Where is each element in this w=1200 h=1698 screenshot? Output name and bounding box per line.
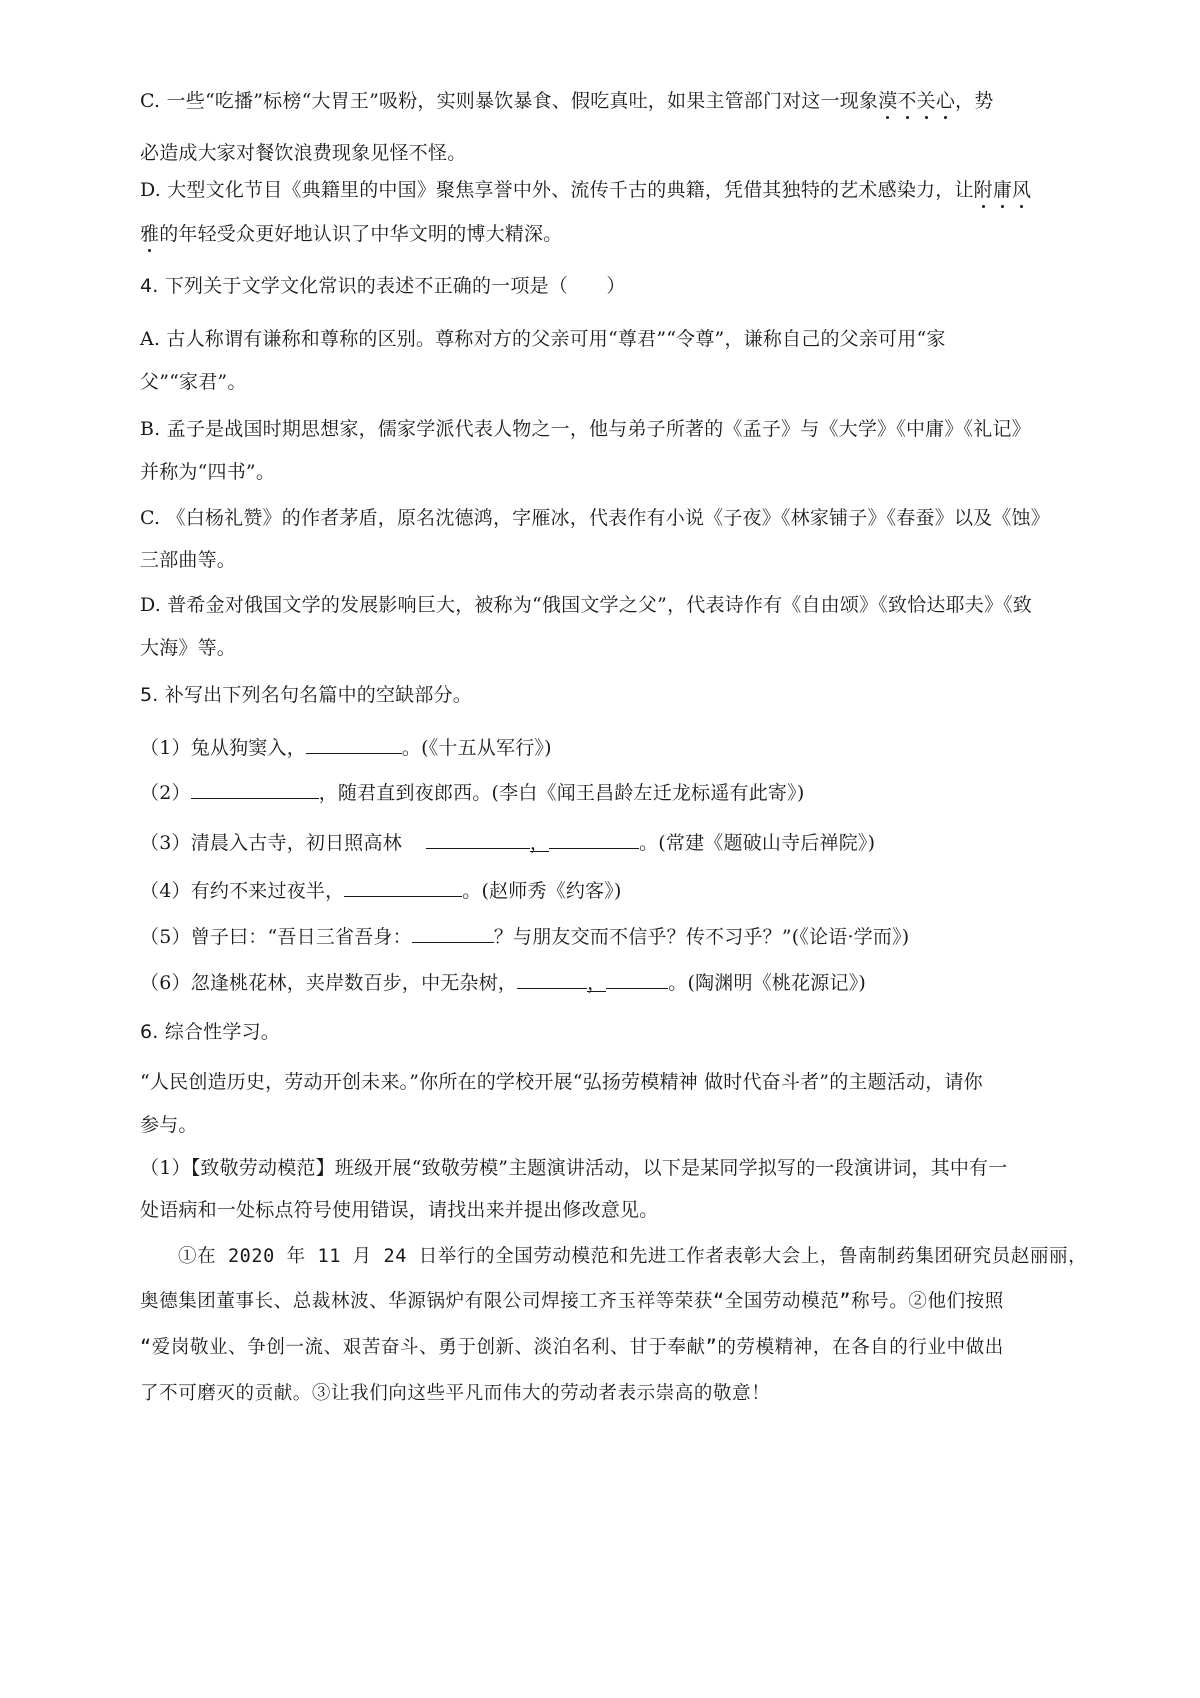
answer-blank[interactable] — [344, 876, 462, 897]
q5-item-text: （3）清晨入古寺，初日照高林 — [140, 832, 402, 854]
q3-option-d-line1 — [140, 178, 1031, 202]
answer-blank[interactable] — [306, 733, 402, 754]
q5-item-source: 。(陶渊明《桃花源记》) — [668, 972, 867, 994]
q6-sub1-line1: （1）【致敬劳动模范】班级开展“致敬劳模”主题演讲活动，以下是某同学拟写的一段演讲词，其中有一 — [140, 1157, 1008, 1179]
speech-passage-line2: 奥德集团董事长、总裁林波、华源锅炉有限公司焊接工齐玉祥等荣获“全国劳动模范”称号。②他们按照 — [140, 1291, 1004, 1312]
emphasis-char: 漠 — [878, 90, 898, 112]
answer-blank[interactable] — [517, 968, 587, 989]
emphasis-char: 心 — [935, 90, 956, 112]
q3-option-c-end: ，势 — [955, 90, 994, 112]
q5-item-source: 。(常建《题破山寺后禅院》) — [639, 832, 876, 854]
emphasis-char: 附 — [973, 179, 993, 201]
q3-option-d-text2: 的年轻受众更好地认识了中华文明的博大精深。 — [159, 223, 563, 245]
q3-option-d-text: D. 大型文化节目《典籍里的中国》聚焦享誉中外、流传千古的典籍，凭借其独特的艺术感染力，让 — [140, 179, 974, 201]
q5-item-4 — [140, 876, 622, 903]
q5-item-source: ，随君直到夜郎西。(李白《闻王昌龄左迁龙标遥有此寄》) — [318, 782, 805, 804]
q4-option-a-line1: A. 古人称谓有谦称和尊称的区别。尊称对方的父亲可用“尊君”“令尊”，谦称自己的父亲可用“家 — [140, 328, 946, 350]
q3-option-c-text: C. 一些“吃播”标榜“大胃王”吸粉，实则暴饮暴食、假吃真吐，如果主管部门对这一现象 — [140, 90, 879, 112]
q4-option-b-line2: 并称为“四书”。 — [140, 461, 276, 483]
q4-option-c-line1: C. 《白杨礼赞》的作者茅盾，原名沈德鸿，字雁冰，代表作有小说《子夜》《林家铺子》《春蚕》以及《蚀》 — [140, 507, 1050, 529]
emphasis-char: 雅 — [140, 223, 160, 245]
q5-item-text: （1）兔从狗窦入， — [140, 737, 306, 759]
q6-sub1-line2: 处语病和一处标点符号使用错误，请找出来并提出修改意见。 — [140, 1199, 659, 1221]
q6-intro-line1: “人民创造历史，劳动开创未来。”你所在的学校开展“弘扬劳模精神 做时代奋斗者”的主题活动，请你 — [140, 1071, 983, 1093]
q5-stem: 5. 补写出下列名句名篇中的空缺部分。 — [140, 684, 472, 706]
q4-option-d-line1: D. 普希金对俄国文学的发展影响巨大，被称为“俄国文学之父”，代表诗作有《自由颂》《致恰达耶夫》《致 — [140, 594, 1033, 616]
speech-passage-line1: ①在 2020 年 11 月 24 日举行的全国劳动模范和先进工作者表彰大会上，鲁南制药集团研究员赵丽丽， — [178, 1246, 1088, 1267]
answer-blank[interactable] — [412, 922, 494, 943]
q5-item-source: ？与朋友交而不信乎？传不习乎？”(《论语·学而》) — [493, 926, 910, 948]
q5-item-text: （4）有约不来过夜半， — [140, 880, 345, 902]
answer-blank[interactable] — [549, 828, 639, 849]
q5-item-6 — [140, 968, 866, 995]
q6-stem: 6. 综合性学习。 — [140, 1021, 280, 1043]
speech-passage-line4: 了不可磨灭的贡献。③让我们向这些平凡而伟大的劳动者表示崇高的敬意！ — [140, 1383, 771, 1404]
q5-item-text: （5）曾子曰：“吾日三省吾身： — [140, 926, 412, 948]
emphasis-char: 关 — [916, 90, 936, 112]
answer-comma: ， — [587, 972, 607, 994]
emphasis-char: 不 — [897, 90, 917, 112]
q4-option-d-line2: 大海》等。 — [140, 637, 237, 659]
emphasis-char: 风 — [1012, 179, 1032, 201]
q5-item-2 — [140, 778, 804, 805]
q4-option-b-line1: B. 孟子是战国时期思想家，儒家学派代表人物之一，他与弟子所著的《孟子》与《大学》《中庸》《礼记》 — [140, 418, 1031, 440]
q4-option-c-line2: 三部曲等。 — [140, 549, 237, 571]
q3-option-c-line2: 必造成大家对餐饮浪费现象见怪不怪。 — [140, 142, 467, 164]
q6-intro-line2: 参与。 — [140, 1114, 198, 1136]
emphasis-char: 庸 — [992, 179, 1013, 201]
q5-item-3 — [140, 828, 875, 855]
q5-item-text: （2） — [140, 782, 191, 804]
q5-item-5 — [140, 922, 909, 949]
q5-item-source: 。(赵师秀《约客》) — [462, 880, 622, 902]
q4-stem: 4. 下列关于文学文化常识的表述不正确的一项是（ ） — [140, 275, 626, 297]
answer-blank[interactable] — [191, 778, 319, 799]
q5-item-text: （6）忽逢桃花林，夹岸数百步，中无杂树， — [140, 972, 518, 994]
q4-option-a-line2: 父”“家君”。 — [140, 371, 247, 393]
q5-item-1 — [140, 733, 552, 760]
answer-blank[interactable] — [426, 828, 530, 849]
speech-passage-line3: “爱岗敬业、争创一流、艰苦奋斗、勇于创新、淡泊名利、甘于奉献”的劳模精神，在各自的行业中做出 — [140, 1337, 1004, 1358]
q3-option-d-line2 — [140, 222, 562, 246]
q5-item-source: 。(《十五从军行》) — [401, 737, 552, 759]
answer-comma: ， — [529, 832, 550, 854]
answer-blank[interactable] — [606, 968, 668, 989]
q3-option-c-line1 — [140, 89, 993, 113]
